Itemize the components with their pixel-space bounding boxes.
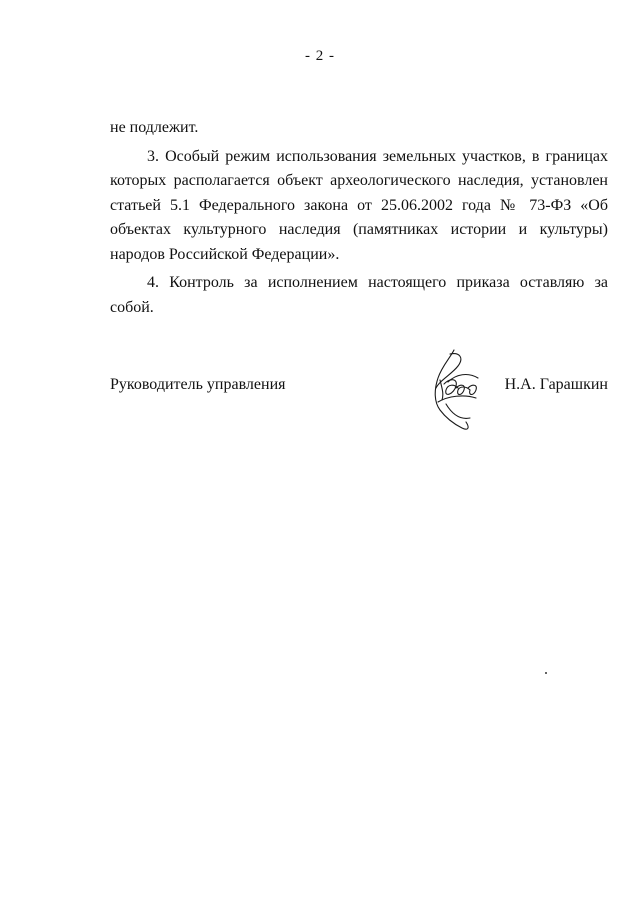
signer-name: Н.А. Гарашкин — [504, 376, 608, 393]
signature-block — [110, 376, 608, 446]
paragraph-item-3: 3. Особый режим использования земельных участков, в границах которых располагается объект археологического наследия, установлен статьей 5.1 Федерального закона от 25.06.2002 года № 73-ФЗ «Об объектах культурного наследия (памятниках истории и культуры) народов Российской Федерации». — [110, 147, 608, 263]
paragraph-item-4: 4. Контроль за исполнением настоящего приказа оставляю за собой. — [110, 274, 608, 316]
scan-speck — [545, 672, 547, 674]
page-number: - 2 - — [305, 48, 335, 64]
paragraph-continuation: не подлежит. — [110, 119, 199, 136]
signer-position: Руководитель управления — [110, 376, 286, 393]
handwritten-signature — [420, 344, 490, 436]
document-body — [110, 116, 608, 320]
